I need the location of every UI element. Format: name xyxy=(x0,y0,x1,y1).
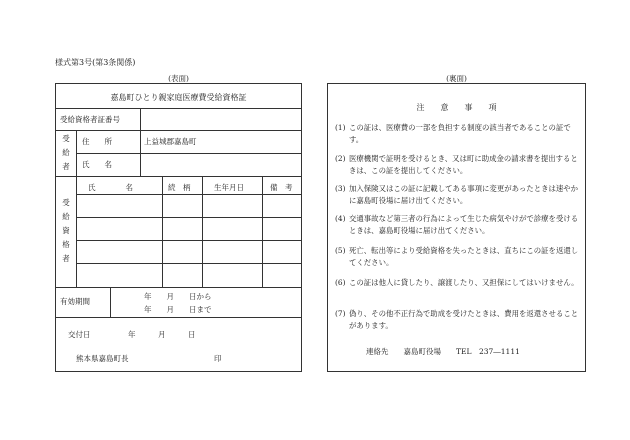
validity-label: 有効期間 xyxy=(60,297,90,306)
table-row xyxy=(76,217,301,218)
note-item: (3) 加入保険又はこの証に記載してある事項に変更があったときは速やかに嘉島町役場に届け出てください。 xyxy=(335,184,579,205)
address-label: 住 所 xyxy=(82,137,112,146)
note-item: (1) この証は、医療費の一部を負担する制度の該当者であることの証です。 xyxy=(335,123,571,144)
note-item: (7) 偽り、その他不正行為で助成を受けたときは、費用を返還させることがあります。 xyxy=(335,309,579,330)
certificate-back xyxy=(327,83,586,372)
address-value: 上益城郡嘉島町 xyxy=(144,137,197,146)
certificate-title: 嘉島町ひとり親家庭医療費受給資格証 xyxy=(110,93,247,102)
cert-no-label: 受給資格者証番号 xyxy=(60,115,120,124)
seal-mark: 印 xyxy=(214,354,222,363)
header-name: 氏 名 xyxy=(88,183,133,192)
validity-to: 年 月 日まで xyxy=(144,305,212,314)
certificate-front xyxy=(55,83,302,372)
header-birthdate: 生年月日 xyxy=(214,183,244,192)
header-relationship: 続 柄 xyxy=(168,183,191,192)
contact-info: 連絡先 嘉島町役場 TEL 237―1111 xyxy=(366,347,520,356)
back-caption: (裏面) xyxy=(446,74,467,83)
note-item: (5) 死亡、転出等により受給資格を失ったときは、直ちにこの証を返還してください。 xyxy=(335,246,579,267)
front-caption: (表面) xyxy=(168,74,189,83)
validity-from: 年 月 日から xyxy=(144,292,212,301)
table-row xyxy=(76,240,301,241)
issue-date: 交付日 年 月 日 xyxy=(68,330,196,339)
table-row xyxy=(76,263,301,264)
notes-title: 注 意 事 項 xyxy=(416,103,497,112)
eligible-label: 受 給 資 格 者 xyxy=(62,198,70,263)
form-number: 様式第3号(第3条関係) xyxy=(55,58,136,67)
issuer: 熊本県嘉島町長 xyxy=(76,354,129,363)
recipient-label: 受 給 者 xyxy=(62,134,70,171)
header-remarks: 備 考 xyxy=(270,183,293,192)
note-item: (4) 交通事故など第三者の行為によって生じた病気やけがで診療を受けるときは、嘉島町役場に届け出てください。 xyxy=(335,214,579,235)
note-item: (6) この証は他人に貸したり、譲渡したり、又担保にしてはいけません。 xyxy=(335,278,579,287)
name-label: 氏 名 xyxy=(82,160,112,169)
note-item: (2) 医療機関で証明を受けるとき、又は町に助成金の請求書を提出するときは、この証を提出してください。 xyxy=(335,154,578,175)
